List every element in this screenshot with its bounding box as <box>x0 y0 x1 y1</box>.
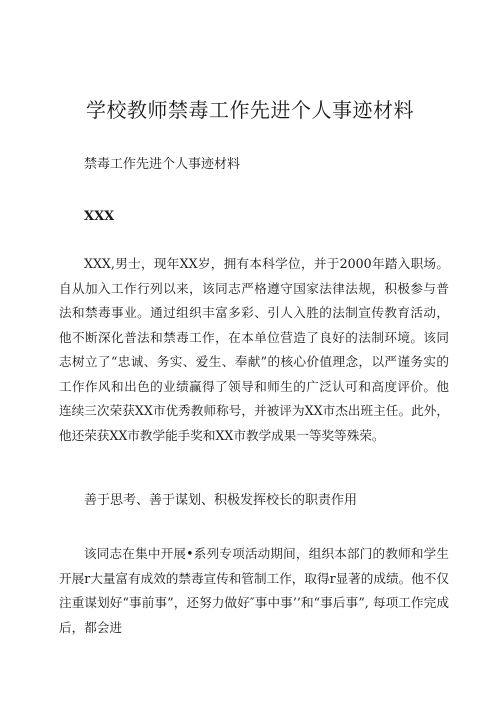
document-subtitle: 禁毒工作先进个人事迹材料 <box>84 157 241 172</box>
section-heading: 善于思考、善于谋划、积极发挥校长的职责作用 <box>84 493 358 508</box>
paragraph-introduction: XXX,男士，现年XX岁，拥有本科学位，并于2000年踏入职场。自从加入工作行列以来，该同志严格遵守国家法律法规，积极参与普法和禁毒事业。通过组织丰富多彩、引人入胜的法制宣传教育活动，他不断深化普法和禁毒工作，在本单位营造了良好的法制环境。该同志树立了“忠诚、务实、爱生、奉献”的核心价值理念，以严谨务实的工作作风和出色的业绩赢得了领导和师生的广泛认可和高度评价。他连续三次荣获XX市优秀教师称号，并被评为XX市杰出班主任。此外，他还荣获XX市教学能手奖和XX市教学成果一等奖等殊荣。 <box>59 256 449 443</box>
paragraph-activities: 该同志在集中开展•系列专项活动期间，组织本部门的教师和学生开展r大量富有成效的禁毒宣传和管制工作，取得r显著的成绩。他不仅注重谋划好“事前事”，还努力做好″事中事’’和“事后事”, 每项工作完成后，都会进 <box>59 546 449 635</box>
person-name: XXX <box>84 209 115 224</box>
document-title: 学校教师禁毒工作先进个人事迹材料 <box>86 98 414 122</box>
